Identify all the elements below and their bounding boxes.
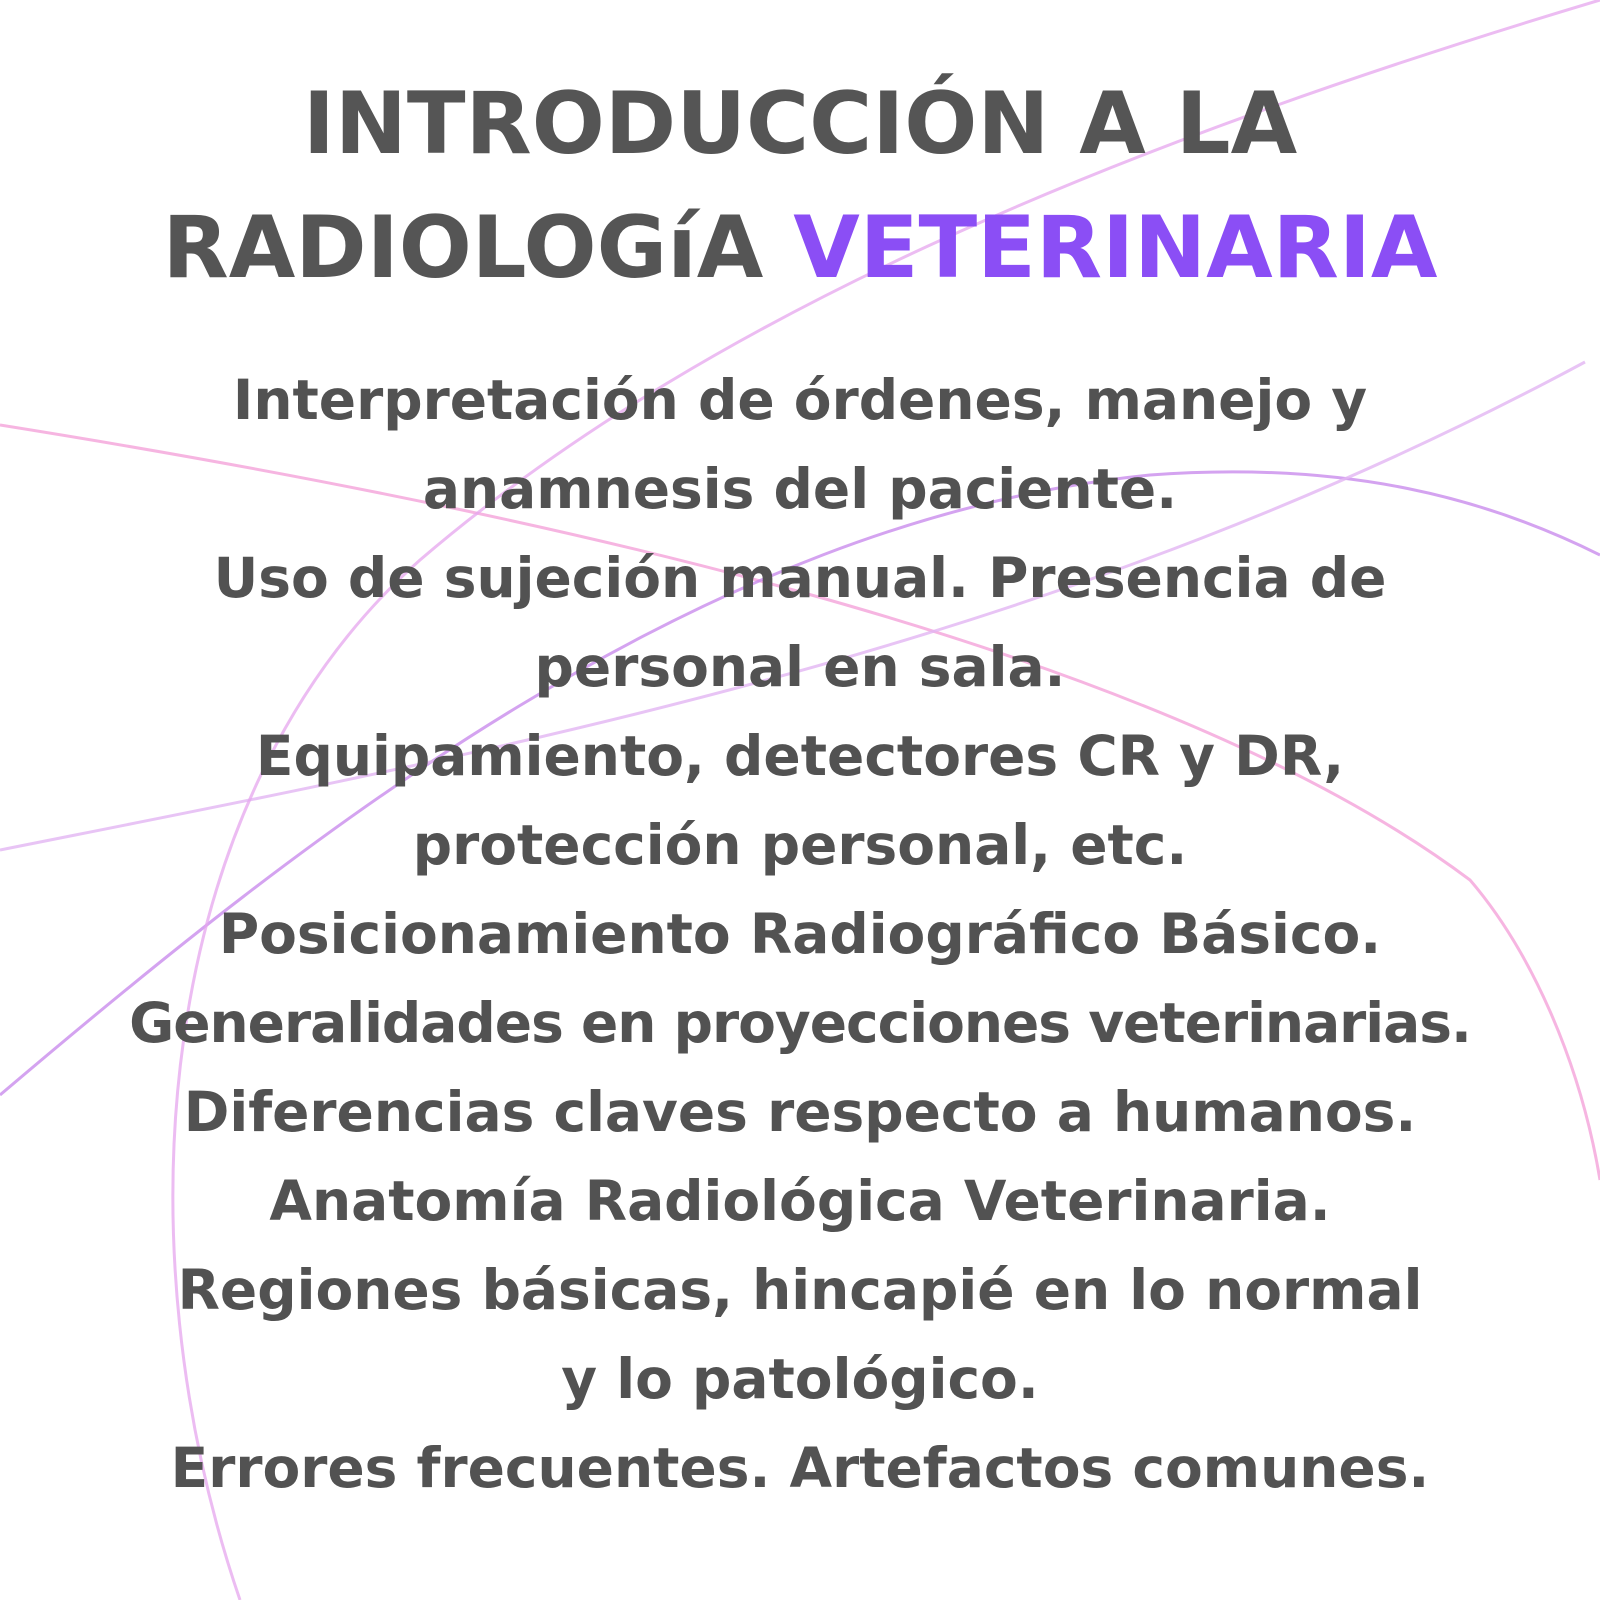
page-title bbox=[0, 62, 1600, 310]
topic-line: Uso de sujeción manual. Presencia de bbox=[213, 546, 1387, 610]
course-topics bbox=[0, 356, 1600, 1513]
topic-line: anamnesis del paciente. bbox=[422, 457, 1178, 521]
topic-line: personal en sala. bbox=[534, 635, 1066, 699]
topic-line: Equipamiento, detectores CR y DR, bbox=[255, 724, 1345, 788]
topic-line: Regiones básicas, hincapié en lo normal bbox=[177, 1258, 1423, 1322]
title-line-1: INTRODUCCIÓN A LA bbox=[302, 74, 1298, 174]
title-line-2-accent: VETERINARIA bbox=[793, 198, 1438, 298]
topic-line: protección personal, etc. bbox=[412, 813, 1188, 877]
topic-line: Interpretación de órdenes, manejo y bbox=[232, 368, 1368, 432]
topic-line: Diferencias claves respecto a humanos. bbox=[183, 1080, 1417, 1144]
topic-line: Generalidades en proyecciones veterinarias. bbox=[129, 991, 1471, 1055]
topic-line: Anatomía Radiológica Veterinaria. bbox=[269, 1169, 1331, 1233]
title-line-2-prefix: RADIOLOGíA bbox=[162, 198, 794, 298]
topic-line: Errores frecuentes. Artefactos comunes. bbox=[170, 1436, 1430, 1500]
topic-line: y lo patológico. bbox=[561, 1347, 1039, 1411]
topic-line: Posicionamiento Radiográfico Básico. bbox=[218, 902, 1382, 966]
